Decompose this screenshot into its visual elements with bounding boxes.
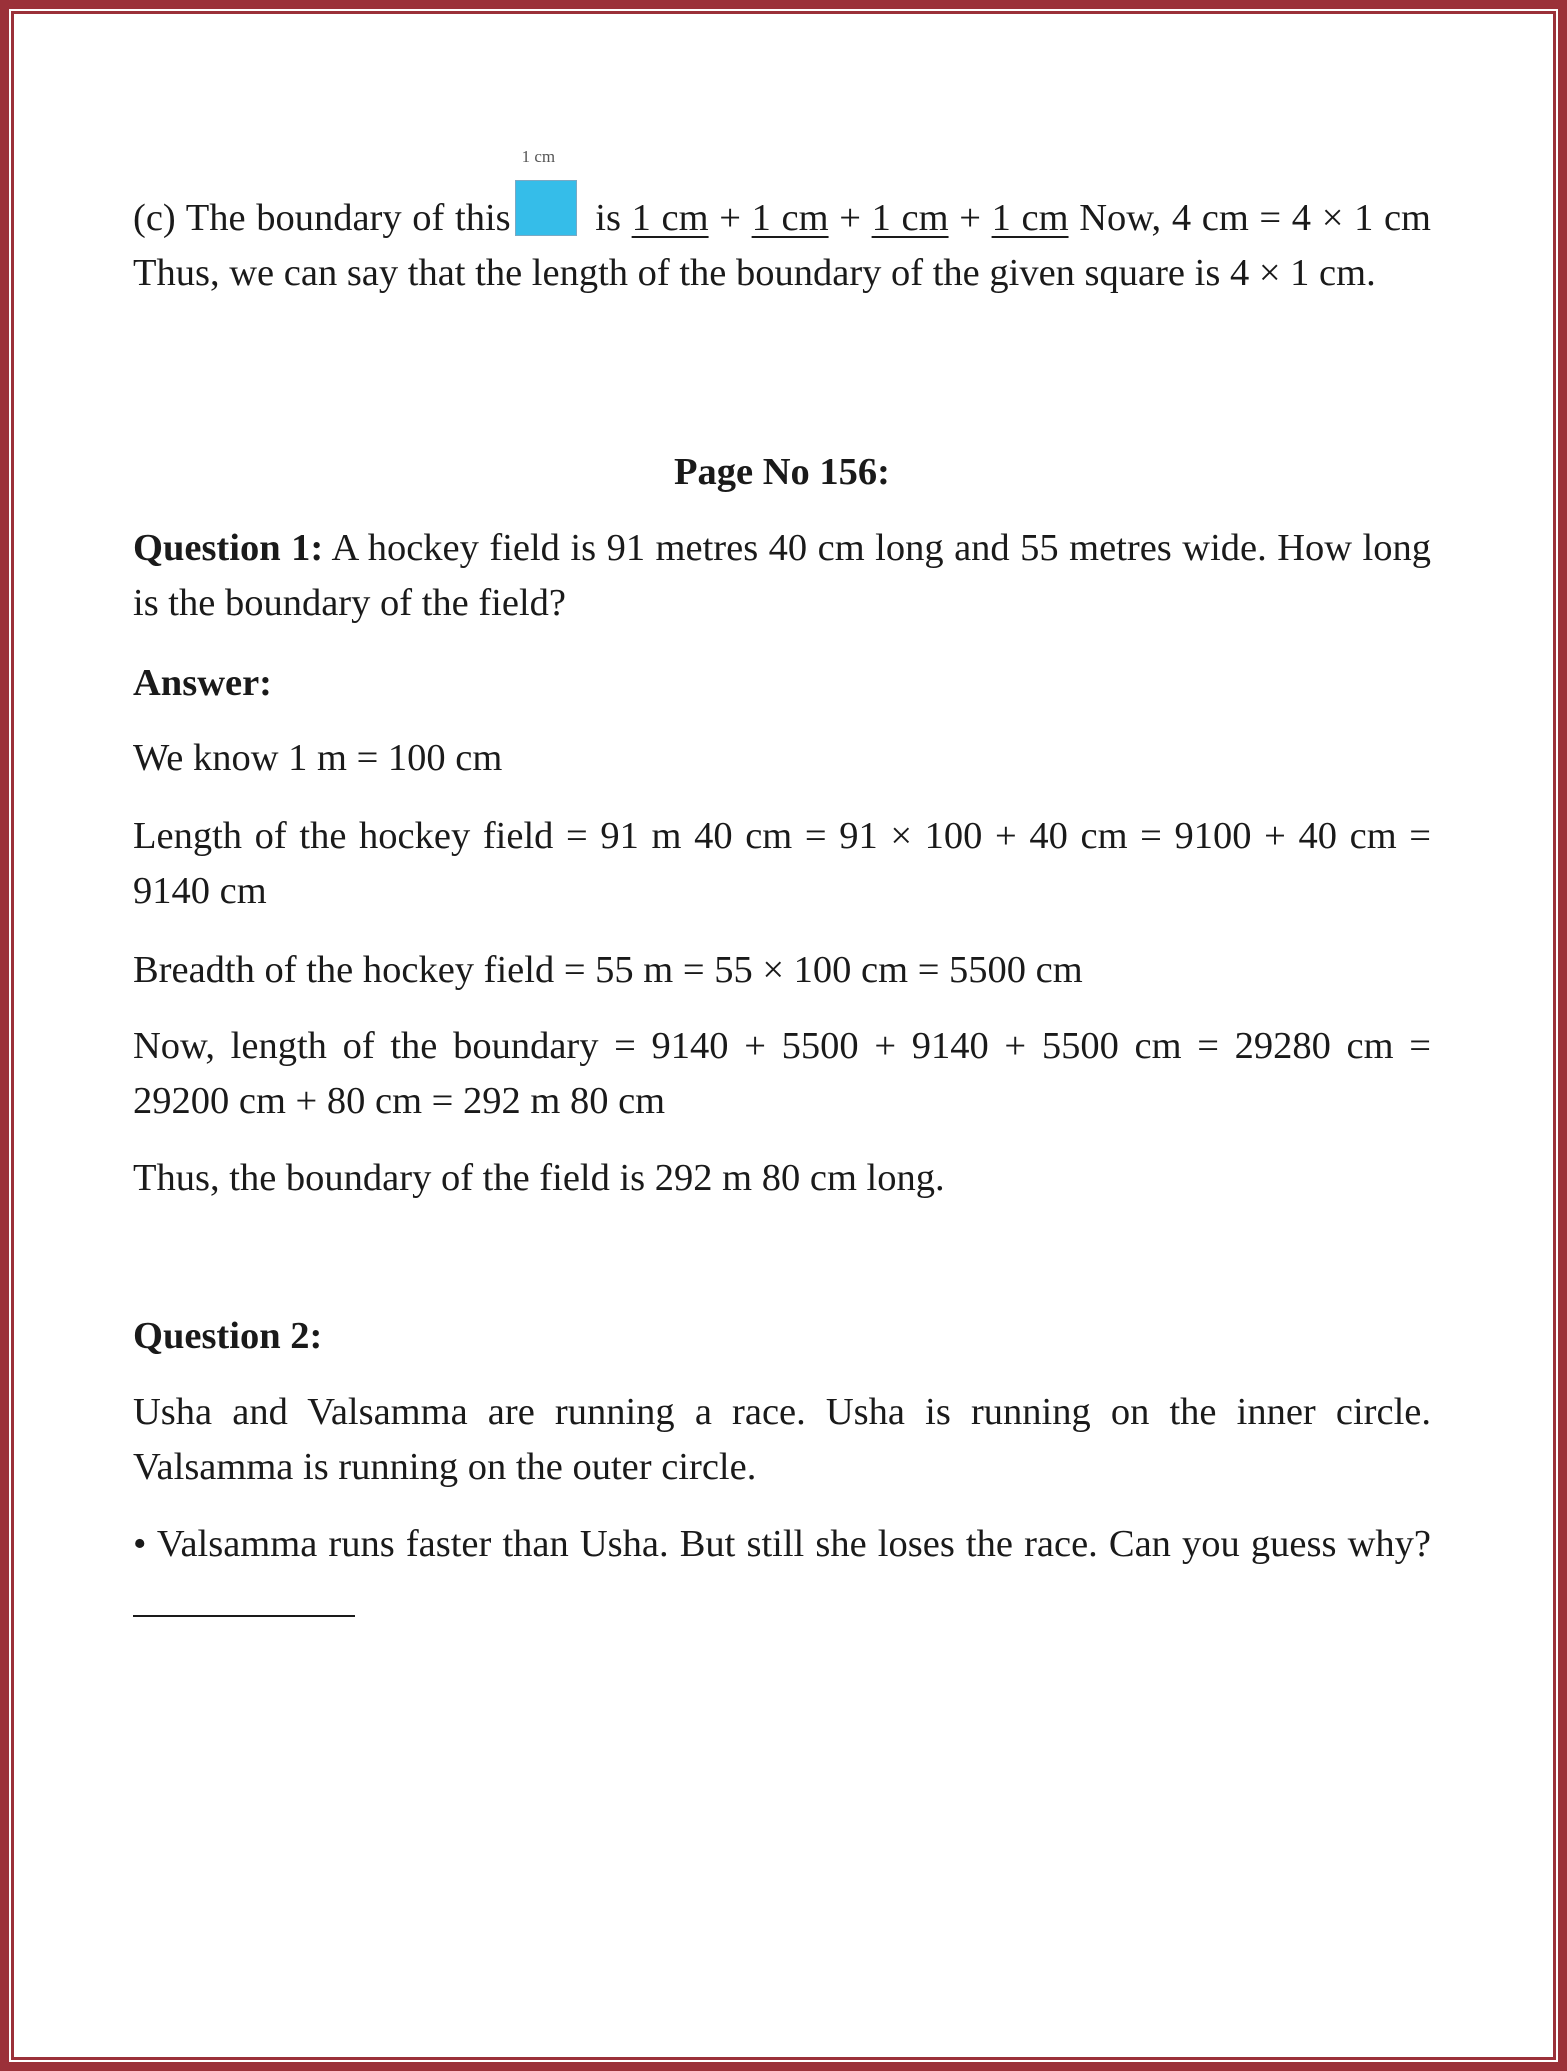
- plus: +: [719, 197, 741, 239]
- question-2-text: Usha and Valsamma are running a race. Usha is running on the inner circle. Valsamma is running on the outer circle.: [133, 1391, 1431, 1488]
- answer-conclusion: Thus, the boundary of the field is 292 m 80 cm long.: [133, 1157, 945, 1199]
- square-label: 1 cm: [521, 147, 556, 166]
- answer-blank: [133, 1579, 355, 1617]
- question-2-bullet-text: • Valsamma runs faster than Usha. But still she loses the race. Can you guess why?: [133, 1523, 1431, 1565]
- question-1-text: A hockey field is 91 metres 40 cm long and 55 metres wide. How long is the boundary of the field?: [133, 527, 1431, 624]
- part-c-paragraph: [133, 147, 1432, 301]
- is-text: is: [595, 197, 621, 239]
- question-1: [133, 521, 1431, 631]
- square-figure: [515, 147, 577, 236]
- answer-step: Now, length of the boundary = 9140 + 5500 + 9140 + 5500 cm = 29280 cm = 29200 cm + 80 cm = 292 m 80 cm: [133, 1025, 1431, 1122]
- question-2-bullet: [133, 1517, 1431, 1627]
- plus: +: [839, 197, 861, 239]
- answer-step: Length of the hockey field = 91 m 40 cm = 91 × 100 + 40 cm = 9100 + 40 cm = 9140 cm: [133, 815, 1431, 912]
- part-c-suffix: Now, 4 cm = 4 × 1 cm Thus, we can say that the length of the boundary of the given square is 4 × 1 cm.: [133, 197, 1432, 294]
- question-1-label: Question 1:: [133, 527, 324, 569]
- answer-step: We know 1 m = 100 cm: [133, 737, 503, 779]
- part-c-prefix: (c) The boundary of this: [133, 197, 511, 239]
- page-heading: Page No 156:: [674, 451, 890, 493]
- question-2-label: Question 2:: [133, 1315, 323, 1357]
- answer-step: Breadth of the hockey field = 55 m = 55 × 100 cm = 5500 cm: [133, 949, 1083, 991]
- plus: +: [959, 197, 981, 239]
- term-2: 1 cm: [751, 197, 829, 239]
- answer-label: Answer:: [133, 662, 272, 704]
- term-1: 1 cm: [631, 197, 709, 239]
- term-3: 1 cm: [871, 197, 949, 239]
- term-4: 1 cm: [991, 197, 1069, 239]
